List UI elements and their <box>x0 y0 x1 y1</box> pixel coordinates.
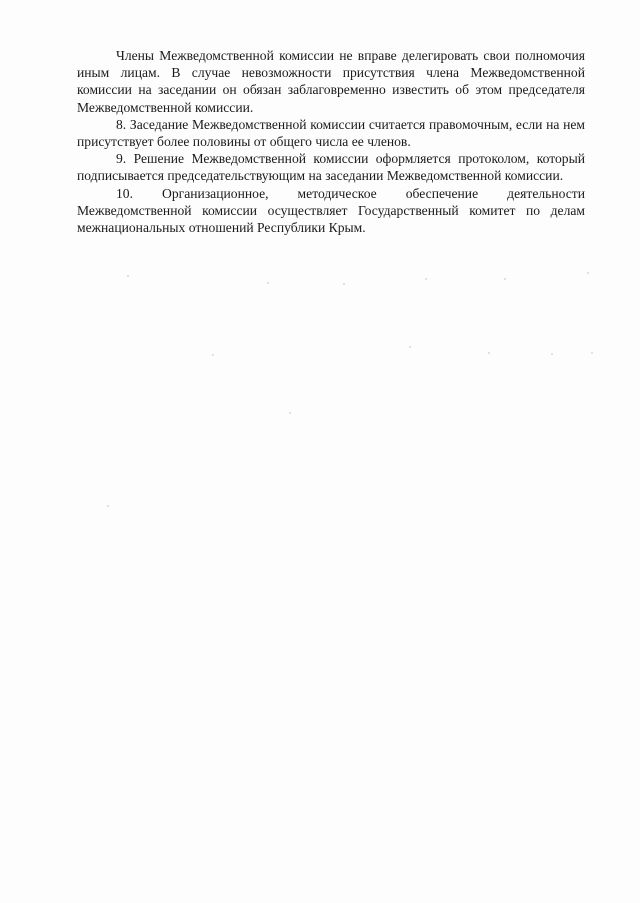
paragraph-item-8-quorum: 8. Заседание Межведомственной комиссии считается правомочным, если на нем присутствует более половины от общего числа ее членов. <box>77 116 585 150</box>
scan-speck <box>591 352 592 353</box>
scan-speck <box>425 278 426 279</box>
scan-speck <box>343 283 344 284</box>
paragraph-item-10-support: 10. Организационное, методическое обеспечение деятельности Межведомственной комиссии осуществляет Государственный комитет по делам межнациональных отношений Республики Крым. <box>77 185 585 236</box>
scan-speck <box>127 275 128 276</box>
scan-speck <box>504 278 505 279</box>
scan-speck <box>289 412 290 413</box>
scan-speck <box>107 505 108 506</box>
document-body <box>77 47 585 236</box>
scan-speck <box>488 352 489 353</box>
paragraph-members-delegation: Члены Межведомственной комиссии не вправе делегировать свои полномочия иным лицам. В случае невозможности присутствия члена Межведомственной комиссии на заседании он обязан заблаговременно известить об этом председателя Межведомственной комиссии. <box>77 48 585 115</box>
scan-speck <box>409 346 410 347</box>
scan-speck <box>212 354 213 355</box>
paragraph-item-9-protocol: 9. Решение Межведомственной комиссии оформляется протоколом, который подписывается председательствующим на заседании Межведомственной комиссии. <box>77 151 585 184</box>
scan-speck <box>587 272 588 273</box>
scan-speck <box>551 353 552 354</box>
scan-speck <box>267 282 268 283</box>
